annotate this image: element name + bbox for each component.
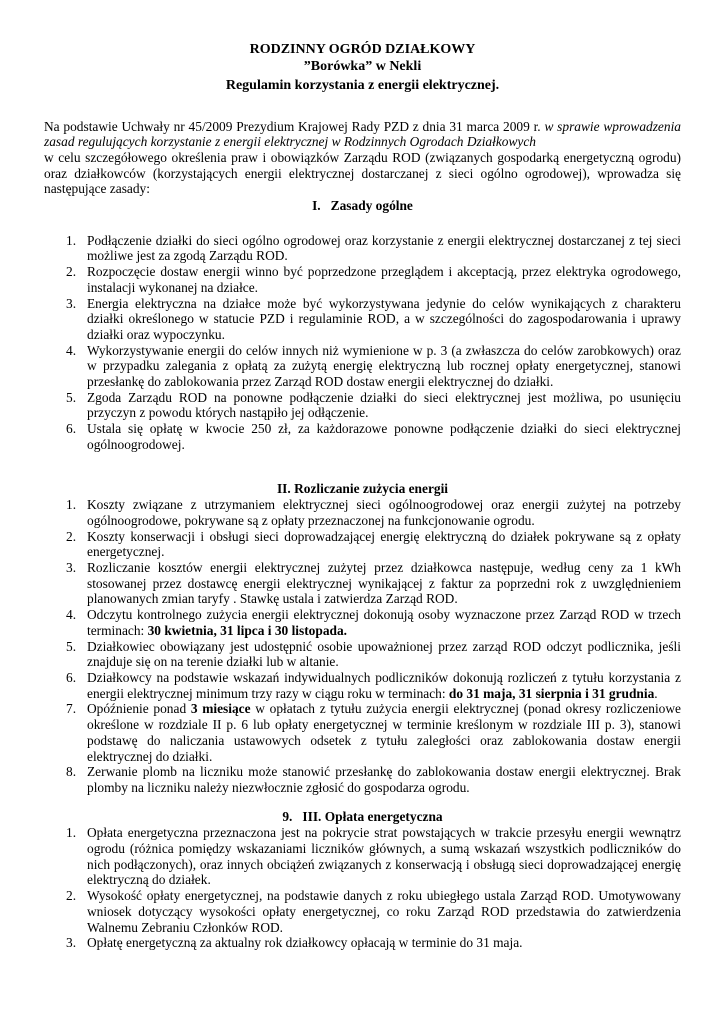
item-bold-dates: 30 kwietnia, 31 lipca i 30 listopada. xyxy=(147,622,348,638)
item-text: Zerwanie plomb na liczniku może stanowić przesłankę do zablokowania dostaw energii elektrycznej. Brak plomby na liczniku należy niezwłocznie zgłosić do gospodarza ogrodu. xyxy=(87,764,681,795)
list-item xyxy=(44,233,681,264)
list-item xyxy=(44,264,681,295)
item-number: 4. xyxy=(66,342,77,358)
item-text: Ustala się opłatę w kwocie 250 zł, za każdorazowe ponowne podłączenie działki do sieci elektrycznej ogólnoogrodowej. xyxy=(87,421,681,452)
item-bold-period: 3 miesiące xyxy=(190,701,251,717)
item-number: 1. xyxy=(66,232,77,248)
section1-title-text: Zasady ogólne xyxy=(330,198,413,214)
section1-title xyxy=(44,198,681,214)
item-text: Opłata energetyczna przeznaczona jest na pokrycie strat powstających w trakcie przesyłu energii wewnątrz ogrodu (różnica pomiędzy wskazaniami liczników głównych, a sumą wskazań wszystkich podliczników do nich podłączonych), oraz innych obciążeń związanych z konserwacją i obsługą sieci doprowadzającej energię elektryczną do działek. xyxy=(87,825,681,888)
list-item xyxy=(44,639,681,670)
item-number: 3. xyxy=(66,560,77,576)
section3-number: 9. xyxy=(282,808,293,824)
section2-title: II. Rozliczanie zużycia energii xyxy=(276,480,449,496)
item-text: Opóźnienie ponad xyxy=(87,701,191,717)
item-text: Działkowcy na podstawie wskazań indywidualnych podliczników dokonują rozliczeń z tytułu korzystania z energii elektrycznej minimum trzy razy w ciągu roku w terminach: xyxy=(87,670,681,701)
section3-list xyxy=(44,825,681,951)
item-text: Odczytu kontrolnego zużycia energii elektrycznej dokonują osoby wyznaczone przez Zarząd ROD w trzech terminach: xyxy=(87,607,681,638)
item-text: Działkowiec obowiązany jest udostępnić osobie upoważnionej przez zarząd ROD odczyt podlicznika, jeśli znajduje się on na terenie działki lub w altanie. xyxy=(87,638,681,670)
item-number: 5. xyxy=(66,389,77,405)
list-item xyxy=(44,670,681,701)
item-text: Koszty związane z utrzymaniem elektrycznej sieci ogólnoogrodowej oraz energii zużytej na potrzeby ogólnoogrodowe, pokrywane są z opłaty przeznaczonej na funkcjonowanie ogrodu. xyxy=(87,497,681,528)
intro-italic: w sprawie wprowadzenia zasad regulujących korzystanie z energii elektrycznej w Rodzinnych Ogrodach Działkowych xyxy=(44,118,681,150)
item-number: 8. xyxy=(66,764,77,780)
item-text: Rozpoczęcie dostaw energii winno być poprzedzone przeglądem i akceptacją, przez elektryka ogrodowego, instalacji wykonanej na działce. xyxy=(87,264,681,295)
intro-part2: w celu szczegółowego określenia praw i obowiązków Zarządu ROD (związanych gospodarką energetyczną ogrodu) oraz działkowców (korzystających energii elektrycznej dostarczanej z sieci ogólno ogrodowej), wprowadza się następujące zasady: xyxy=(44,149,681,197)
list-item xyxy=(44,888,681,935)
garden-location-heading: ”Borówka” w Nekli xyxy=(303,58,422,74)
list-item xyxy=(44,764,681,795)
list-item xyxy=(44,607,681,638)
intro-paragraph xyxy=(44,119,681,198)
section1-number: I. xyxy=(312,198,321,214)
garden-name-heading: RODZINNY OGRÓD DZIAŁKOWY xyxy=(249,42,476,57)
section2-list xyxy=(44,497,681,795)
item-text: Rozliczanie kosztów energii elektrycznej zużytej przez działkowca następuje, według ceny za 1 kWh stosowanej przez dostawcę energii elektrycznej wynikającej z faktur za poprzedni rok z uwzględnieniem planowanych zmian taryfy . Stawkę ustala i zatwierdza Zarząd ROD. xyxy=(87,560,681,607)
list-item xyxy=(44,701,681,764)
section1-list xyxy=(44,233,681,453)
document-title: Regulamin korzystania z energii elektrycznej. xyxy=(225,78,500,93)
item-number: 1. xyxy=(66,825,77,841)
item-number: 3. xyxy=(66,935,77,951)
item-text: Opłatę energetyczną za aktualny rok działkowcy opłacają w terminie do 31 maja. xyxy=(87,935,523,951)
item-number: 6. xyxy=(66,421,77,437)
item-number: 4. xyxy=(66,607,77,623)
list-item xyxy=(44,497,681,528)
item-text: Zgoda Zarządu ROD na ponowne podłączenie działki do sieci elektrycznej jest możliwa, po usunięciu przyczyn z powodu których nastąpiło jej odłączenie. xyxy=(87,389,681,421)
list-item xyxy=(44,560,681,607)
list-item xyxy=(44,421,681,452)
item-number: 5. xyxy=(66,638,77,654)
list-item xyxy=(44,935,681,951)
item-number: 3. xyxy=(66,295,77,311)
item-number: 2. xyxy=(66,888,77,904)
item-text: Energia elektryczna na działce może być wykorzystywana jedynie do celów wynikających z charakteru działki określonego w statucie PZD i regulaminie ROD, a w szczególności do zagospodarowania i uprawy działki oraz wypoczynku. xyxy=(87,295,681,342)
item-text: Podłączenie działki do sieci ogólno ogrodowej oraz korzystanie z energii elektrycznej dostarczanej z tej sieci możliwe jest za zgodą Zarządu ROD. xyxy=(87,232,681,264)
list-item xyxy=(44,296,681,343)
item-number: 6. xyxy=(66,670,77,685)
item-number: 1. xyxy=(66,497,77,513)
item-tail: . xyxy=(654,685,658,701)
section3-title xyxy=(44,809,681,825)
list-item xyxy=(44,343,681,390)
intro-part1: Na podstawie Uchwały nr 45/2009 Prezydium Krajowej Rady PZD z dnia 31 marca 2009 r. xyxy=(44,118,545,134)
item-bold-dates: do 31 maja, 31 sierpnia i 31 grudnia xyxy=(448,685,655,701)
item-number: 2. xyxy=(66,528,77,544)
item-tail: w opłatach z tytułu zużycia energii elektrycznej (ponad okresy rozliczeniowe określone w rozdziale II p. 6 lub opłaty energetycznej w terminie kreślonym w rozdziale III p. 3), stanowi podstawę do naliczania ustawowych odsetek z tytułu zaległości oraz zablokowania dostaw energii elektrycznej do działki. xyxy=(87,701,681,764)
item-number: 7. xyxy=(66,701,77,717)
item-text: Wykorzystywanie energii do celów innych niż wymienione w p. 3 (a zwłaszcza do celów zarobkowych) oraz w przypadku zalegania z opłatą za zużytą energię elektryczną lub rocznej opłaty energetycznej, stanowi przesłankę do zablokowania przez Zarząd ROD dostaw energii elektrycznej do działki. xyxy=(87,342,681,390)
list-item xyxy=(44,390,681,421)
item-number: 2. xyxy=(66,264,77,280)
item-text: Wysokość opłaty energetycznej, na podstawie danych z roku ubiegłego ustala Zarząd ROD. Umotywowany wniosek dotyczący wysokości opłaty energetycznej, co roku Zarząd ROD przedstawia do zatwierdzenia Walnemu Zebraniu Członków ROD. xyxy=(87,888,681,935)
item-text: Koszty konserwacji i obsługi sieci doprowadzającej energię elektryczną do działek pokrywane są z opłaty energetycznej. xyxy=(87,528,681,560)
list-item xyxy=(44,825,681,888)
section3-title-text: III. Opłata energetyczna xyxy=(302,808,443,824)
list-item xyxy=(44,529,681,560)
